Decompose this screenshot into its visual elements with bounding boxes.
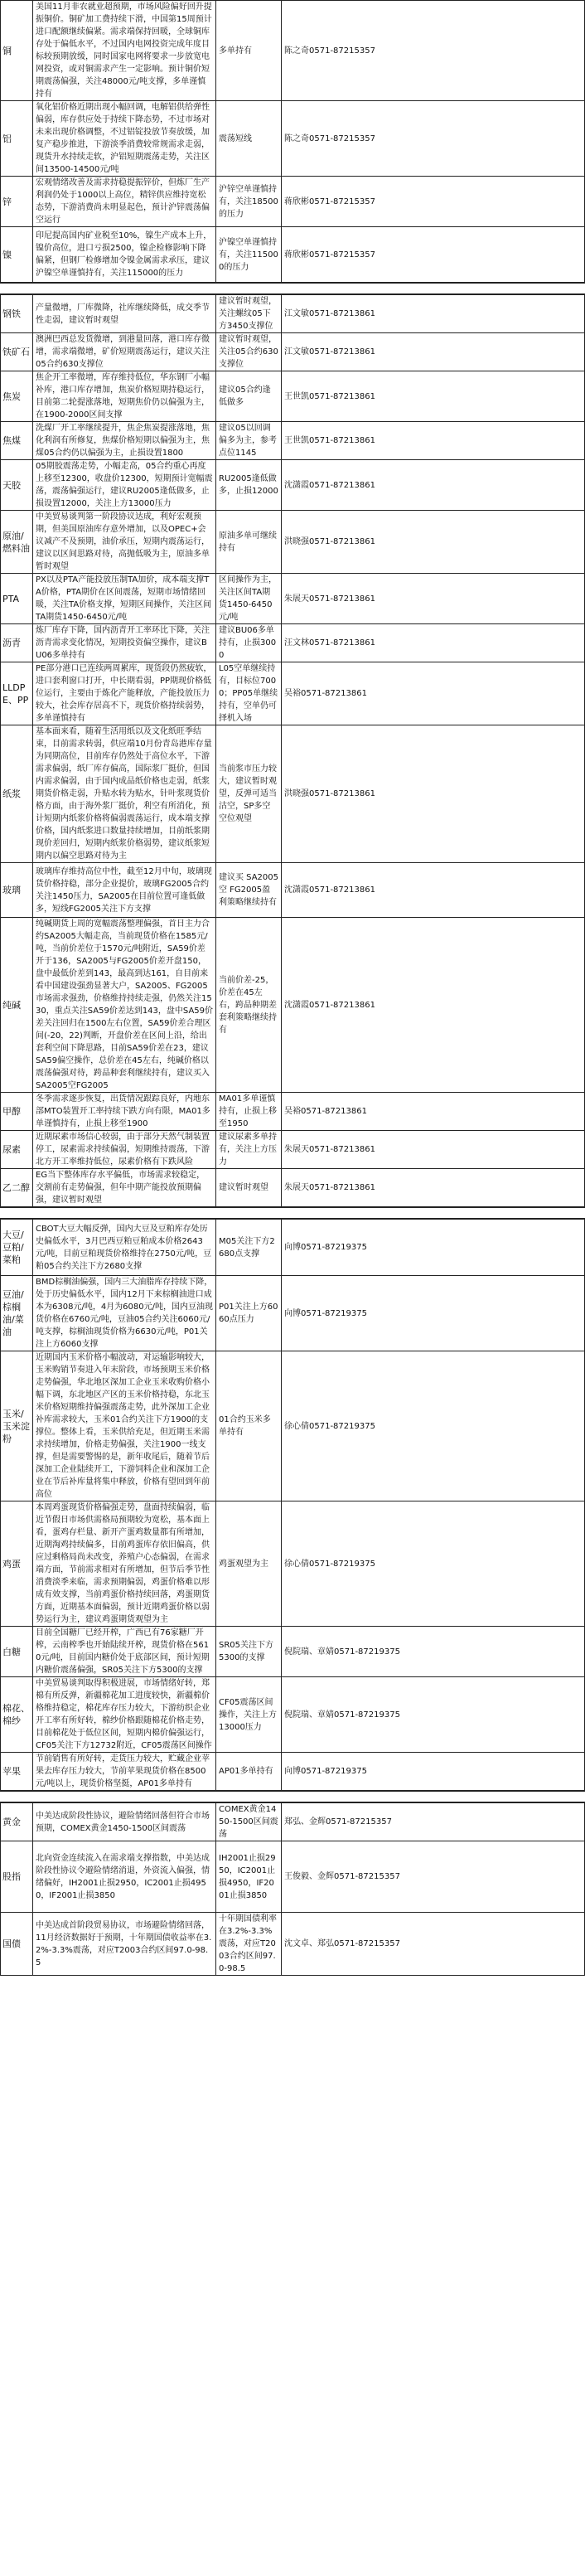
analyst-cell: 沈潇霞0571-87213861 (282, 863, 585, 918)
category-cell: 钢铁 (1, 295, 33, 333)
analyst-cell: 朱展天0571-87213861 (282, 1169, 585, 1207)
analyst-cell: 倪院瑞、章婧0571-87219375 (282, 1677, 585, 1753)
category-cell: 锌 (1, 177, 33, 227)
view-cell: 建议05以回调偏多为主，参考点位1145 (216, 422, 282, 460)
view-cell: 原油多单可继续持有 (216, 511, 282, 574)
category-cell: 国债 (1, 1913, 33, 1976)
analyst-cell: 蒋欣彬0571-87215357 (282, 227, 585, 283)
category-cell: 焦炭 (1, 371, 33, 422)
analyst-cell: 沈文卓、郑弘0571-87215357 (282, 1913, 585, 1976)
table-row (1, 1913, 585, 1976)
analysis-cell: EG当下整体库存水平偏低，市场需求较稳定，交割前有走势偏强，但年中期产能投放预期偏强，建议暂时观望 (33, 1169, 216, 1207)
category-cell: 玉米/玉米淀粉 (1, 1351, 33, 1501)
table-row (1, 422, 585, 460)
table-row (1, 511, 585, 574)
analysis-cell: 中美贸易谈判第一阶段协议达成，利好宏观预期，但美国原油库存意外增加，以及OPEC+会议减产不及预期，油价承压，短期内震荡运行，建议以区间思路对待，高抛低吸为主，原油多单暂时观望 (33, 511, 216, 574)
analyst-cell: 朱展天0571-87213861 (282, 1131, 585, 1169)
table-row (1, 725, 585, 863)
analysis-cell: 北向资金连续流入在需求端支撑指数，中美达成阶段性协议令避险情绪消退，外资流入偏强，情绪偏好，IH2001止损2950，IC2001止损4950，IF2001止损3850 (33, 1841, 216, 1913)
category-cell: 苹果 (1, 1753, 33, 1791)
analysis-cell: 近期国内玉米价格小幅波动，对运输影响较大，玉米购销节奏进入年末阶段，市场预期玉米价格走势偏强，华北地区深加工企业玉米收购价格小幅下调，东北地区产区的玉米价格持稳，东北玉米价格短期维持偏强震荡走势，此外深加工企业补库需求较大，玉米01合约关注下方1900的支撑位。整体上看，玉米供给充足，但近期玉米需求持续增加，价格走势偏强，关注1900一线支撑，但是需要警惕的是，新年收尾后，随着节后深加工企业陆续开工，下游饲料企业和深加工企业在节后补库量将集中释放，价格有望回到年前高位 (33, 1351, 216, 1501)
analysis-cell: BMD棕榈油偏强，国内三大油脂库存持续下降，处于历史偏低水平，国内12月下来棕榈油进口成本为6308元/吨，4月为6080元/吨，国内豆油现货价格在6760元/吨，豆油05合约关注6060元/吨支撑，棕榈油现货价格为6630元/吨，P01关注上方6060支撑 (33, 1276, 216, 1351)
view-cell: 01合约玉米多单持有 (216, 1351, 282, 1501)
analysis-cell: 中美达成阶段性协议，避险情绪回落但符合市场预期，COMEX黄金1450-1500区间震荡 (33, 1803, 216, 1841)
analysis-cell: 中美贸易谈判取得积极进展，市场情绪好转，郑棉有所反弹，新疆棉花加工进度较快，新疆棉价格维持稳定，棉花库存压力较大，下游纺织企业开工率有所好转，棉纱价格跟随棉花价格走势，目前棉花处于低位区间，短期内棉价偏强运行，CF05关注下方12732附近，CF05震荡区间操作 (33, 1677, 216, 1753)
table-row (1, 227, 585, 283)
table-row (1, 1753, 585, 1791)
section-separator (0, 1207, 585, 1219)
category-cell: 原油/燃料油 (1, 511, 33, 574)
category-cell: 白糖 (1, 1627, 33, 1677)
table-row (1, 1276, 585, 1351)
category-cell: 铁矿石 (1, 333, 33, 371)
analyst-cell: 向博0571-87219375 (282, 1276, 585, 1351)
analyst-cell: 洪晓强0571-87213861 (282, 511, 585, 574)
analyst-cell: 沈潇霞0571-87213861 (282, 918, 585, 1093)
view-cell: SR05关注下方5300的支撑 (216, 1627, 282, 1677)
table-row (1, 1220, 585, 1276)
view-cell: 多单持有 (216, 1, 282, 101)
analysis-cell: 宏观情绪改善及需求持稳提振锌价，但炼厂生产利润仍处于1000以上高位，精锌供应维持宽松态势，下游消费尚未明显起色，预计沪锌震荡偏空运行 (33, 177, 216, 227)
analysis-cell: 产量微增，厂库微降，社库继续降低，成交季节性走弱，建议暂时观望 (33, 295, 216, 333)
view-cell: 十年期国债利率在3.2%-3.3%震荡，对应T2003合约区间97.0-98.5 (216, 1913, 282, 1976)
view-cell: 震荡短线 (216, 101, 282, 177)
table-row (1, 371, 585, 422)
view-cell: AP01多单持有 (216, 1753, 282, 1791)
view-cell: 建议暂时观望，关注螺纹05下方3450支撑位 (216, 295, 282, 333)
category-cell: 甲醇 (1, 1093, 33, 1131)
analysis-cell: 基本面来看，随着生活用纸以及文化纸旺季结束，目前需求转弱，供应端10月份青岛港库存量为同期高位，目前库存仍然处于高位水平，下游需求偏弱，纸厂库存偏高，国际浆厂挺价，但国内需求偏弱，由于国内成品纸价格也走弱，纸浆期货价格走弱，升贴水转为贴水，针叶浆现货价格方面，由于海外浆厂挺价，利空有所消化，预计短期内纸浆价格将偏弱震荡运行，成本端支撑价格，国内纸浆进口数量持续增加，目前纸浆期现价差回归，短期内纸浆价格弱势，建议纸浆短期内以偏空思路对待为主 (33, 725, 216, 863)
analysis-cell: CBOT大豆大幅反弹，国内大豆及豆粕库存处历史偏低水平，3月巴西豆粕豆粕成本价格2643元/吨，目前豆粕现货价格维持在2750元/吨，豆粕05合约关注下方2680支撑 (33, 1220, 216, 1276)
view-cell: IH2001止损2950，IC2001止损4950，IF2001止损3850 (216, 1841, 282, 1913)
view-cell: L05空单继续持有，目标位7000；PP05单继续持有，空单仍可择机入场 (216, 662, 282, 725)
analyst-cell: 徐心倩0571-87219375 (282, 1351, 585, 1501)
category-cell: 尿素 (1, 1131, 33, 1169)
commodity-section-table (0, 1219, 585, 1791)
view-cell: 沪镍空单谨慎持有，关注115000的压力 (216, 227, 282, 283)
table-row (1, 574, 585, 624)
analysis-cell: 目前全国糖厂已经开榨，广西已有76家糖厂开榨，云南榨季也开始陆续开榨，现货价格在5610元/吨，目前国内糖价处于底部区间，预计短期内糖价震荡偏强，SR05关注下方5300的支撑 (33, 1627, 216, 1677)
commodity-section-table (0, 294, 585, 1207)
commodity-section-table (0, 0, 585, 283)
view-cell: CF05震荡区间操作，关注上方13000压力 (216, 1677, 282, 1753)
category-cell: 乙二醇 (1, 1169, 33, 1207)
category-cell: 镍 (1, 227, 33, 283)
analyst-cell: 郑弘、金辉0571-87215357 (282, 1803, 585, 1841)
table-row (1, 1803, 585, 1841)
category-cell: 天胶 (1, 460, 33, 511)
analyst-cell: 蒋欣彬0571-87215357 (282, 177, 585, 227)
analyst-cell: 汪文林0571-87213861 (282, 624, 585, 662)
category-cell: 铝 (1, 101, 33, 177)
view-cell: 建议05合约逢低做多 (216, 371, 282, 422)
category-cell: 玻璃 (1, 863, 33, 918)
analyst-cell: 江文敏0571-87213861 (282, 333, 585, 371)
analysis-cell: 节前销售有所好转，走货压力较大，贮藏企业苹果去库存压力较大，节前苹果现货价格在8500元/吨以上，现货价格坚挺，AP01多单持有 (33, 1753, 216, 1791)
view-cell: 建议尿素多单持有，关注上方压力 (216, 1131, 282, 1169)
table-row (1, 1501, 585, 1627)
view-cell: MA01多单谨慎持有，止损上移至1950 (216, 1093, 282, 1131)
analysis-cell: 05期胶震荡走势，小幅走高，05合约重心再度上移至12300，收盘价12300，短期预计宽幅震荡，震荡偏强运行，建议RU2005逢低做多，止损设置12000，关注上方13000压力 (33, 460, 216, 511)
analysis-cell: 炼厂库存下降，国内沥青开工率环比下降，关注沥青需求变化情况，短期投资偏空操作，建议BU06多单持有 (33, 624, 216, 662)
category-cell: PTA (1, 574, 33, 624)
analyst-cell: 吴裕0571-87213861 (282, 1093, 585, 1131)
analysis-cell: 纯碱期货上周的宽幅震荡整理偏强，首日主力合约SA2005大幅走高，当前现货价格在1585元/吨，当前价差位于1570元/吨附近，SA59价差开于136，SA2005与FG2005价差开盘150，盘中最低价差到143，最高到达161，自目前来看中国建设强劲显著大户，SA2005、FG2005市场需求强劲，价格维持持续走强，仍然关注1530，重点关注SA59价差达到143，盘中SA59价差关注回归在1500左右位置，SA59价差合理区间(-20，22)判断，开盘价差在区间上沿，给出套利空间下降思路，目前SA59价差在23，建议SA59偏空操作，总价差在45左右，纯碱价格以震荡偏强对待，跨品种套利继续持有，建议买入SA2005空FG2005 (33, 918, 216, 1093)
table-row (1, 1627, 585, 1677)
analysis-cell: 近期尿素市场信心较弱，由于部分天然气制装置停工，尿素需求持续偏弱，短期维持震荡，下游北方开工率维持低位，尿素价格有下跌风险 (33, 1131, 216, 1169)
table-row (1, 1131, 585, 1169)
view-cell: P01关注上方6060点压力 (216, 1276, 282, 1351)
table-row (1, 1351, 585, 1501)
table-row (1, 1093, 585, 1131)
analyst-cell: 吴裕0571-87213861 (282, 662, 585, 725)
section-separator (0, 1791, 585, 1802)
view-cell: 鸡蛋观望为主 (216, 1501, 282, 1627)
table-row (1, 1, 585, 101)
analyst-cell: 朱展天0571-87213861 (282, 574, 585, 624)
analyst-cell: 向博0571-87219375 (282, 1220, 585, 1276)
analyst-cell: 王世凯0571-87213861 (282, 422, 585, 460)
category-cell: 沥青 (1, 624, 33, 662)
view-cell: 当前浆市压力较大，建议暂时观望，反弹可适当沽空，SP多空空位观望 (216, 725, 282, 863)
commodity-section-table (0, 1802, 585, 1976)
analyst-cell: 倪院瑞、章婧0571-87219375 (282, 1627, 585, 1677)
table-row (1, 863, 585, 918)
analysis-cell: 本周鸡蛋现货价格偏强走势，盘面持续偏弱，临近节假日市场供需格局预期较为宽松，基本面上看，蛋鸡存栏量、新开产蛋鸡数量都有所增加，近期淘鸡持续偏多，目前鸡蛋库存依旧偏高，供应过剩格局尚未改变，养殖户心态偏弱，在需求端方面，节前需求相对有所增加，但节后季节性消费淡季来临，需求预期偏弱，鸡蛋价格难以形成有效支撑，当前鸡蛋价格持续回落，鸡蛋期货方面，近期基本面偏弱，预计近期鸡蛋价格以弱势运行为主，建议鸡蛋期货观望为主 (33, 1501, 216, 1627)
analyst-cell: 江文敏0571-87213861 (282, 295, 585, 333)
category-cell: 股指 (1, 1841, 33, 1913)
category-cell: 纯碱 (1, 918, 33, 1093)
category-cell: 纸浆 (1, 725, 33, 863)
analyst-cell: 洪晓强0571-87213861 (282, 725, 585, 863)
view-cell: 建议买 SA2005 空 FG2005盈利策略继续持有 (216, 863, 282, 918)
analysis-cell: 焦企开工率微增，库存维持低位，华东钢厂小幅补库，港口库存增加，焦炭价格短期持稳运行，目前第二轮提涨落地，短期焦价仍以偏强为主，在1900-2000区间支撑 (33, 371, 216, 422)
category-cell: 大豆/豆粕/菜粕 (1, 1220, 33, 1276)
table-row (1, 177, 585, 227)
analyst-cell: 王俊毅、金辉0571-87215357 (282, 1841, 585, 1913)
view-cell: COMEX黄金1450-1500区间震荡 (216, 1803, 282, 1841)
view-cell: 区间操作为主，关注区间TA期货1450-6450元/吨 (216, 574, 282, 624)
view-cell: 建议暂时观望 (216, 1169, 282, 1207)
analysis-cell: 印尼提高国内矿业税至10%，镍生产成本上升，镍价高位，进口亏损2500，镍企检修影响下降偏紧，但钢厂检修增加令镍金属需求承压，建议沪镍空单谨慎持有，关注115000的压力 (33, 227, 216, 283)
analysis-cell: 澳洲巴西总发货微增，到港量回落，港口库存微增，需求端微增，矿价短期震荡运行，建议关注05合约630支撑位 (33, 333, 216, 371)
analysis-cell: PX以及PTA产能投放压制TA加价，成本端支撑TA价格，PTA期价在区间震荡，短期市场情绪回暖，关注TA价格支撑，短期区间操作，关注区间TA期货1450-6450元/吨 (33, 574, 216, 624)
category-cell: 焦煤 (1, 422, 33, 460)
analyst-cell: 徐心倩0571-87219375 (282, 1501, 585, 1627)
category-cell: LLDPE、PP (1, 662, 33, 725)
category-cell: 鸡蛋 (1, 1501, 33, 1627)
table-row (1, 460, 585, 511)
category-cell: 铜 (1, 1, 33, 101)
table-row (1, 624, 585, 662)
view-cell: RU2005逢低做多，止损12000 (216, 460, 282, 511)
table-row (1, 1169, 585, 1207)
table-row (1, 295, 585, 333)
section-separator (0, 283, 585, 294)
analysis-cell: 中美达成首阶段贸易协议，市场避险情绪回落，11月经济数据好于预期，十年期国债收益率在3.2%-3.3%震荡，对应T2003合约区间97.0-98.5 (33, 1913, 216, 1976)
table-row (1, 662, 585, 725)
analysis-cell: 美国11月非农就业超预期，市场风险偏好回升提振铜价。铜矿加工费持续下滑，中国第15周预计进口配额继续偏紧。需求端保持回暖，全球铜库存处于偏低水平，不过国内电网投资完成年度目标较预期放缓，同时国家电网将要求一步放宽电网投资，或对铜需求产生一定影响。预计铜价短期震荡偏强，关注48000元/吨支撑，多单谨慎持有 (33, 1, 216, 101)
analyst-cell: 王世凯0571-87213861 (282, 371, 585, 422)
analyst-cell: 向博0571-87219375 (282, 1753, 585, 1791)
view-cell: 建议BU06多单持有，止损3000 (216, 624, 282, 662)
table-row (1, 1677, 585, 1753)
view-cell: 当前价差-25，价差在45左右，跨品种期差套利策略继续持有 (216, 918, 282, 1093)
analysis-cell: 洗煤厂开工率继续提升，焦企焦炭提涨落地，焦化利润有所修复，焦煤价格短期以偏强为主，焦煤05合约仍以偏强为主，止损设置1800 (33, 422, 216, 460)
analyst-cell: 陈之奇0571-87215357 (282, 101, 585, 177)
category-cell: 黄金 (1, 1803, 33, 1841)
analysis-cell: PE部分港口已连续两周累库，现货段仍然疲软，进口套利窗口打开，中长期看弱，PP期现价格低位运行，主要由于炼化产能释放，产能投放压力较大，社会库存居高不下，现货价格持续弱势，多单谨慎持有 (33, 662, 216, 725)
view-cell: 建议暂时观望，关注05合约630支撑位 (216, 333, 282, 371)
view-cell: M05关注下方2680点支撑 (216, 1220, 282, 1276)
table-row (1, 918, 585, 1093)
analysis-cell: 冬季需求逐步恢复，出货情况跟踪良好，内地东部MTO装置开工率持续下跌方向有限，MA01多单谨慎持有，止损上移至1900 (33, 1093, 216, 1131)
category-cell: 棉花、棉纱 (1, 1677, 33, 1753)
table-row (1, 1841, 585, 1913)
analyst-cell: 陈之奇0571-87215357 (282, 1, 585, 101)
view-cell: 沪锌空单谨慎持有，关注18500的压力 (216, 177, 282, 227)
analysis-cell: 氧化铝价格近期出现小幅回调，电解铝供给弹性偏弱，库存供应处于持续下降态势，不过市场对未来出现价格调整，不过铝锭投放节奏放缓，加复产稳步推进，下游淡季消费较常规需求走弱，现货升水持续走软，沪铝短期震荡走势，关注区间13500-14500元/吨 (33, 101, 216, 177)
analysis-cell: 玻璃库存维持高位中性，截至12月中旬，玻璃现货价格持稳，部分企业提价，玻璃FG2005合约关注1450压力，SA2005在目前位置可逢低做多，短线FG2005关注下方支撑 (33, 863, 216, 918)
analyst-cell: 沈潇霞0571-87213861 (282, 460, 585, 511)
category-cell: 豆油/棕榈油/菜油 (1, 1276, 33, 1351)
table-row (1, 101, 585, 177)
table-row (1, 333, 585, 371)
